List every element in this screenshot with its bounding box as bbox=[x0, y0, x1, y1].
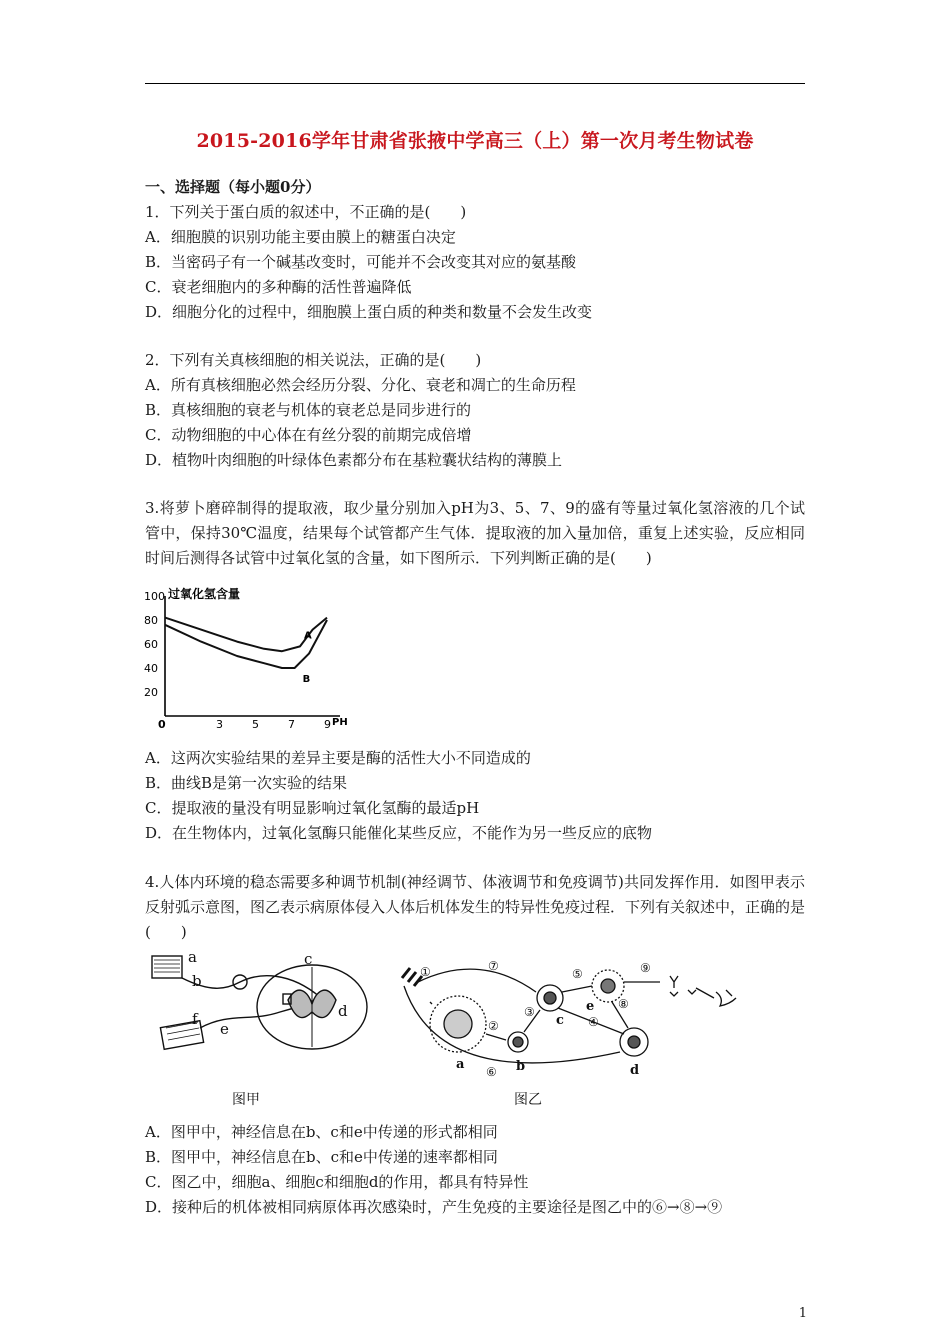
y-tick-label: 40 bbox=[144, 662, 158, 675]
y-tick-label: 80 bbox=[144, 614, 158, 627]
q4-option-c: C．图乙中，细胞a、细胞c和细胞d的作用，都具有特异性 bbox=[145, 1173, 529, 1191]
section-1 bbox=[145, 175, 805, 325]
label-e: e bbox=[220, 1020, 229, 1038]
y-tick-label: 100 bbox=[144, 590, 165, 603]
q3-option-a: A．这两次实验结果的差异主要是酶的活性大小不同造成的 bbox=[145, 749, 531, 767]
chart-title: 过氧化氢含量 bbox=[168, 587, 241, 601]
pathogen-icon bbox=[402, 968, 422, 986]
q3-option-c: C．提取液的量没有明显影响过氧化氢酶的最适pH bbox=[145, 799, 480, 817]
arrow-2 bbox=[486, 1034, 506, 1040]
x-tick-label: 5 bbox=[252, 718, 259, 728]
q1-option-b: B．当密码子有一个碱基改变时，可能并不会改变其对应的氨基酸 bbox=[145, 253, 577, 271]
label-a: a bbox=[188, 948, 197, 966]
q2-option-c: C．动物细胞的中心体在有丝分裂的前期完成倍增 bbox=[145, 426, 472, 444]
arrow-antibody bbox=[696, 988, 714, 998]
y-tick-label: 20 bbox=[144, 686, 158, 699]
q3-option-d: D．在生物体内，过氧化氢酶只能催化某些反应，不能作为另一些反应的底物 bbox=[145, 824, 653, 842]
cell-label-a: a bbox=[456, 1057, 465, 1072]
q4-option-b: B．图甲中，神经信息在b、c和e中传递的速率都相同 bbox=[145, 1148, 498, 1166]
q2-option-d: D．植物叶肉细胞的叶绿体色素都分布在基粒囊状结构的薄膜上 bbox=[145, 451, 563, 469]
x-axis-label: PH bbox=[332, 717, 348, 728]
q1-option-c: C．衰老细胞内的多种酶的活性普遍降低 bbox=[145, 278, 412, 296]
figure-left-caption: 图甲 bbox=[232, 1092, 260, 1108]
arrow-5 bbox=[562, 986, 592, 992]
header-rule bbox=[145, 83, 805, 84]
x-tick-label: 0 bbox=[158, 718, 166, 728]
step-2: ② bbox=[488, 1019, 499, 1033]
q3-option-b: B．曲线B是第一次实验的结果 bbox=[145, 774, 348, 792]
question-4-stem: 4.人体内环境的稳态需要多种调节机制(神经调节、体液调节和免疫调节)共同发挥作用．如图甲表示反射弧示意图，图乙表示病原体侵入人体后机体发生的特异性免疫过程．下列有关叙述中，正确的是( ) bbox=[145, 873, 806, 941]
y-tick-label: 60 bbox=[144, 638, 158, 651]
label-b: b bbox=[192, 972, 202, 990]
step-5: ⑤ bbox=[572, 967, 583, 981]
q1-option-d: D．细胞分化的过程中，细胞膜上蛋白质的种类和数量不会发生改变 bbox=[145, 303, 593, 321]
question-2 bbox=[145, 348, 805, 473]
label-f: f bbox=[192, 1010, 198, 1028]
h2o2-chart bbox=[140, 578, 350, 728]
reflex-arc-diagram bbox=[152, 956, 367, 1049]
exam-title: 2015-2016学年甘肃省张掖中学高三（上）第一次月考生物试卷 bbox=[196, 130, 754, 152]
step-4: ④ bbox=[588, 1015, 599, 1029]
cell-label-c: c bbox=[556, 1013, 564, 1028]
q4-option-a: A．图甲中，神经信息在b、c和e中传递的形式都相同 bbox=[145, 1123, 498, 1141]
figure-right-caption: 图乙 bbox=[514, 1092, 542, 1108]
question-4-options bbox=[145, 1120, 805, 1220]
q2-option-b: B．真核细胞的衰老与机体的衰老总是同步进行的 bbox=[145, 401, 472, 419]
question-2-stem: 2．下列有关真核细胞的相关说法，正确的是( ) bbox=[145, 351, 482, 369]
arrow-7 bbox=[418, 969, 536, 992]
cell-label-d: d bbox=[630, 1063, 640, 1078]
reflex-immune-figure bbox=[140, 942, 760, 1117]
cell-label-e: e bbox=[586, 999, 595, 1014]
reflex-labels bbox=[188, 948, 348, 1108]
x-tick-label: 3 bbox=[216, 718, 223, 728]
step-8: ⑧ bbox=[618, 997, 629, 1011]
q2-option-a: A．所有真核细胞必然会经历分裂、分化、衰老和凋亡的生命历程 bbox=[145, 376, 576, 394]
x-tick-label: 7 bbox=[288, 718, 295, 728]
antibody-icon bbox=[670, 976, 696, 996]
cell-label-b: b bbox=[516, 1059, 526, 1074]
immune-process-diagram bbox=[402, 968, 736, 1063]
step-7: ⑦ bbox=[488, 959, 499, 973]
section-heading: 一、选择题（每小题0分） bbox=[145, 178, 321, 196]
question-3-options bbox=[145, 746, 805, 846]
q1-option-a: A．细胞膜的识别功能主要由膜上的糖蛋白决定 bbox=[145, 228, 456, 246]
label-d: d bbox=[338, 1002, 348, 1020]
receptor-skin bbox=[152, 956, 182, 978]
question-3-stem: 3.将萝卜磨碎制得的提取液，取少量分别加入pH为3、5、7、9的盛有等量过氧化氢溶液的几个试管中，保持30℃温度，结果每个试管都产生气体．提取液的加入量加倍，重复上述实验，反应相同时间后测得各试管中过氧化氢的含量，如下图所示．下列判断正确的是( ) bbox=[145, 499, 805, 567]
page-number: 1 bbox=[798, 1306, 807, 1321]
antigen-antibody-complex-icon bbox=[716, 990, 736, 1006]
question-1-stem: 1．下列关于蛋白质的叙述中，不正确的是( ) bbox=[145, 203, 467, 221]
series-label-a: A bbox=[304, 630, 312, 642]
q4-option-d: D．接种后的机体被相同病原体再次感染时，产生免疫的主要途径是图乙中的⑥→⑧→⑨ bbox=[145, 1198, 723, 1216]
step-6: ⑥ bbox=[486, 1065, 497, 1079]
series-label-b: B bbox=[302, 674, 311, 685]
step-3: ③ bbox=[524, 1005, 535, 1019]
step-9: ⑨ bbox=[640, 961, 651, 975]
x-tick-label: 9 bbox=[324, 718, 331, 728]
series-line-a bbox=[165, 618, 327, 652]
label-c: c bbox=[304, 950, 313, 968]
step-1: ① bbox=[420, 965, 431, 979]
